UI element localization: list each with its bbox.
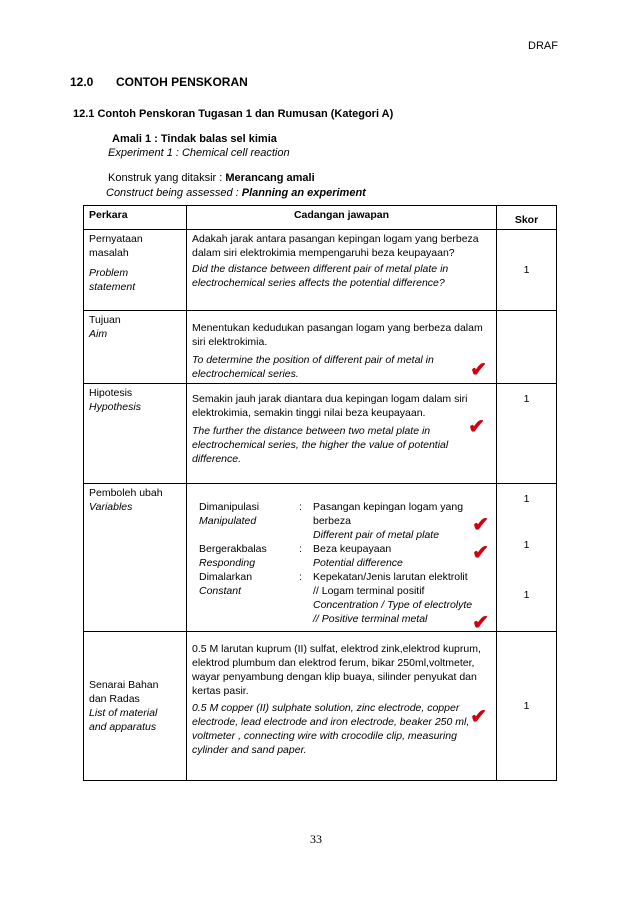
- check-mark-icon: ✔: [472, 612, 489, 634]
- materials-label-en: List of material and apparatus: [89, 707, 158, 733]
- constant-label-ms: Dimalarkan: [199, 571, 253, 583]
- manipulated-value-ms: Pasangan kepingan logam yang berbeza: [313, 501, 464, 527]
- hypothesis-answer-ms: Semakin jauh jarak diantara dua kepingan logam dalam siri elektrokimia, semakin tinggi nilai beza keupayaan.: [192, 393, 468, 419]
- variables-label-ms: Pemboleh ubah: [89, 487, 163, 499]
- section-title: CONTOH PENSKORAN: [116, 75, 248, 89]
- experiment-title-ms: Amali 1 : Tindak balas sel kimia: [112, 133, 277, 145]
- experiment-title-en: Experiment 1 : Chemical cell reaction: [108, 147, 290, 159]
- aim-score: [497, 311, 557, 384]
- colon: :: [299, 543, 302, 555]
- draft-label: DRAF: [528, 40, 558, 52]
- aim-label: [84, 311, 187, 384]
- variables-answer: [187, 484, 497, 632]
- table-row-materials: [84, 632, 557, 781]
- materials-label: [84, 632, 187, 781]
- section-heading: [70, 75, 248, 89]
- hypothesis-label: [84, 384, 187, 484]
- construct-ms-prefix: Konstruk yang ditaksir :: [108, 172, 226, 184]
- aim-label-ms: Tujuan: [89, 314, 121, 326]
- materials-label-ms-1: Senarai Bahan: [89, 679, 159, 691]
- check-mark-icon: ✔: [468, 416, 485, 438]
- page-number: 33: [310, 832, 322, 846]
- manipulated-value-en: Different pair of metal plate: [313, 529, 440, 541]
- construct-en-prefix: Construct being assessed :: [106, 187, 242, 199]
- problem-label-en: Problem statement: [89, 267, 136, 293]
- manipulated-label-en: Manipulated: [199, 515, 257, 527]
- construct-en-value: Planning an experiment: [241, 187, 366, 199]
- materials-label-ms-2: dan Radas: [89, 693, 140, 705]
- aim-label-en: Aim: [89, 328, 108, 340]
- scoring-table: [83, 205, 557, 781]
- subsection-heading: 12.1 Contoh Penskoran Tugasan 1 dan Rumusan (Kategori A): [73, 108, 394, 120]
- colon: :: [299, 501, 302, 513]
- hypothesis-answer: [187, 384, 497, 484]
- construct-ms: [108, 172, 315, 184]
- check-mark-icon: ✔: [472, 542, 489, 564]
- constant-label-en: Constant: [199, 585, 242, 597]
- variable-constant: [199, 570, 491, 626]
- constant-value-en-2: // Positive terminal metal: [313, 613, 428, 625]
- hypothesis-score: 1: [497, 384, 557, 484]
- problem-label: [84, 230, 187, 311]
- table-row-problem: [84, 230, 557, 311]
- construct-ms-value: Merancang amali: [225, 172, 315, 184]
- responding-label-en: Responding: [199, 557, 256, 569]
- problem-label-ms: Pernyataan masalah: [89, 233, 143, 259]
- aim-answer-en: To determine the position of different pair of metal in electrochemical series.: [192, 354, 434, 380]
- header-score: Skor: [497, 206, 557, 230]
- problem-answer-en: Did the distance between different pair of metal plate in electrochemical series affects the potential difference?: [192, 263, 449, 289]
- problem-answer: [187, 230, 497, 311]
- constant-score: 1: [523, 589, 530, 601]
- aim-answer: [187, 311, 497, 384]
- materials-answer-ms: 0.5 M larutan kuprum (II) sulfat, elektrod zink,elektrod kuprum, elektrod plumbum dan elektrod ferum, bikar 250ml,voltmeter, wayar penyambung dengan klip buaya, silinder penyukat dan kertas pasir.: [192, 643, 481, 697]
- check-mark-icon: ✔: [470, 706, 487, 728]
- colon: :: [299, 571, 302, 583]
- materials-score: 1: [497, 632, 557, 781]
- problem-answer-ms: Adakah jarak antara pasangan kepingan logam yang berbeza dalam siri elektrokimia mempengaruhi beza keupayaan?: [192, 233, 479, 259]
- manipulated-label-ms: Dimanipulasi: [199, 501, 260, 513]
- hypothesis-label-ms: Hipotesis: [89, 387, 133, 399]
- check-mark-icon: ✔: [470, 359, 487, 381]
- materials-answer: [187, 632, 497, 781]
- table-row-aim: [84, 311, 557, 384]
- check-mark-icon: ✔: [472, 514, 489, 536]
- variables-label: [84, 484, 187, 632]
- variables-label-en: Variables: [89, 501, 133, 513]
- constant-value-ms-2: // Logam terminal positif: [313, 585, 425, 597]
- materials-answer-en: 0.5 M copper (II) sulphate solution, zinc electrode, copper electrode, lead electrode and iron electrode, beaker 250 ml, voltmeter , connecting wire with crocodile clip, measuring cylinder and sand paper.: [192, 702, 470, 756]
- constant-value-ms-1: Kepekatan/Jenis larutan elektrolit: [313, 571, 468, 583]
- responding-score: 1: [523, 539, 530, 551]
- header-item: Perkara: [84, 206, 187, 230]
- responding-value-ms: Beza keupayaan: [313, 543, 392, 555]
- manipulated-score: 1: [523, 493, 530, 505]
- hypothesis-label-en: Hypothesis: [89, 401, 141, 413]
- hypothesis-answer-en: The further the distance between two metal plate in electrochemical series, the higher the value of potential difference.: [192, 425, 449, 465]
- variable-manipulated: [199, 500, 491, 542]
- problem-score: 1: [497, 230, 557, 311]
- table-header-row: [84, 206, 557, 230]
- variables-scores: [497, 484, 557, 632]
- construct-en: [106, 187, 366, 199]
- variable-responding: [199, 542, 491, 570]
- table-row-variables: [84, 484, 557, 632]
- table-row-hypothesis: [84, 384, 557, 484]
- responding-value-en: Potential difference: [313, 557, 403, 569]
- section-number: 12.0: [70, 75, 94, 89]
- responding-label-ms: Bergerakbalas: [199, 543, 267, 555]
- header-answer: Cadangan jawapan: [187, 206, 497, 230]
- constant-value-en-1: Concentration / Type of electrolyte: [313, 599, 473, 611]
- aim-answer-ms: Menentukan kedudukan pasangan logam yang berbeza dalam siri elektrokimia.: [192, 322, 483, 348]
